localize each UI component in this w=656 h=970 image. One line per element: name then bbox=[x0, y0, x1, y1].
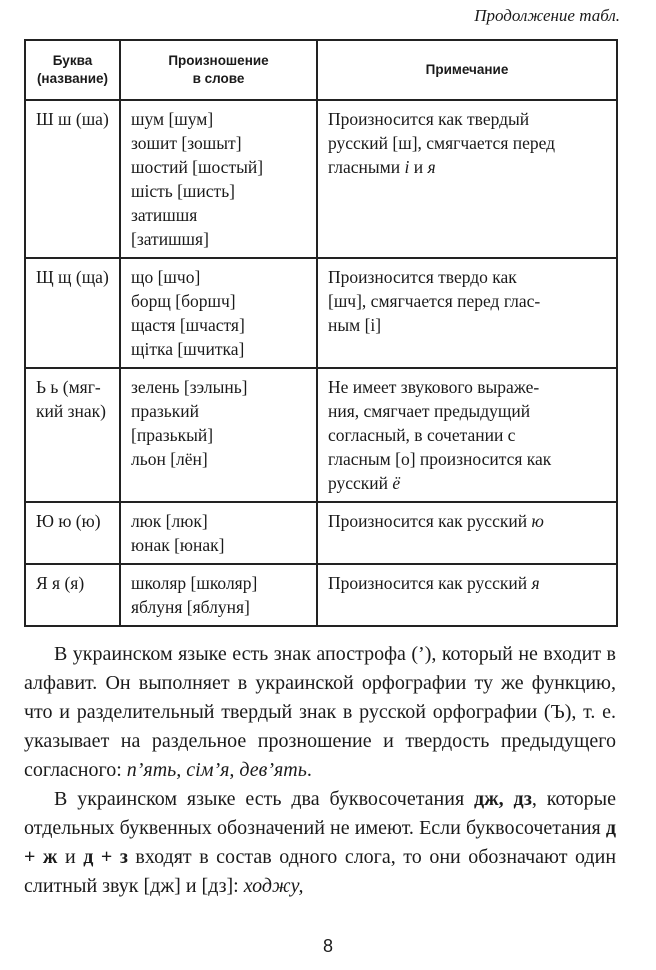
cell-pronunciation: зелень [зэлынь] празький [празькый] льон [лён] bbox=[120, 368, 317, 502]
cell-letter: Ю ю (ю) bbox=[25, 502, 120, 564]
table-row bbox=[25, 258, 617, 368]
cell-note: Не имеет звукового выраже- ния, смягчает предыдущий согласный, в сочетании с гласным [о] произносится как русский ё bbox=[317, 368, 617, 502]
table-row bbox=[25, 100, 617, 258]
continuation-label: Продолжение табл. bbox=[474, 6, 620, 25]
cell-note: Произносится твердо как [шч], смягчается перед глас- ным [і] bbox=[317, 258, 617, 368]
cell-note: Произносится как твердый русский [ш], смягчается перед гласными і и я bbox=[317, 100, 617, 258]
cell-pronunciation: люк [люк] юнак [юнак] bbox=[120, 502, 317, 564]
cell-pronunciation: що [шчо] борщ [боршч] щастя [шчастя] щітка [шчитка] bbox=[120, 258, 317, 368]
page-number: 8 bbox=[322, 936, 333, 956]
cell-letter: Щ щ (ща) bbox=[25, 258, 120, 368]
cell-note: Произносится как русский я bbox=[317, 564, 617, 626]
letters-table bbox=[24, 39, 618, 627]
cell-pronunciation: шум [шум] зошит [зошыт] шостий [шостый] шість [шисть] затишшя [затишшя] bbox=[120, 100, 317, 258]
header-letter: Буква (название) bbox=[25, 40, 120, 100]
cell-letter: Ш ш (ша) bbox=[25, 100, 120, 258]
header-note: Примечание bbox=[317, 40, 617, 100]
body-text bbox=[24, 640, 616, 901]
cell-letter: Ь ь (мяг- кий знак) bbox=[25, 368, 120, 502]
table-row bbox=[25, 502, 617, 564]
paragraph-digraphs: В украинском языке есть два буквосочетания дж, дз, которые отдельных буквенных обозначений не имеют. Если буквосочетания д + ж и д + з входят в состав одного слога, то они обозначают один слитный звук [дж] и [дз]: ходжу, bbox=[24, 788, 617, 897]
cell-note: Произносится как русский ю bbox=[317, 502, 617, 564]
table-row bbox=[25, 368, 617, 502]
table-row bbox=[25, 564, 617, 626]
header-pronunciation: Произношение в слове bbox=[120, 40, 317, 100]
cell-pronunciation: школяр [школяр] яблуня [яблуня] bbox=[120, 564, 317, 626]
cell-letter: Я я (я) bbox=[25, 564, 120, 626]
table-header-row bbox=[25, 40, 617, 100]
paragraph-apostrophe: В украинском языке есть знак апострофа (’), который не входит в алфавит. Он выполняет в украинской орфографии ту же функцию, что и разделительный твердый знак в русской орфографии (Ъ), т. е. указывает на раздельное прозношение и твердость предыдущего согласного: п’ять, сім’я, дев’ять. bbox=[24, 643, 616, 781]
